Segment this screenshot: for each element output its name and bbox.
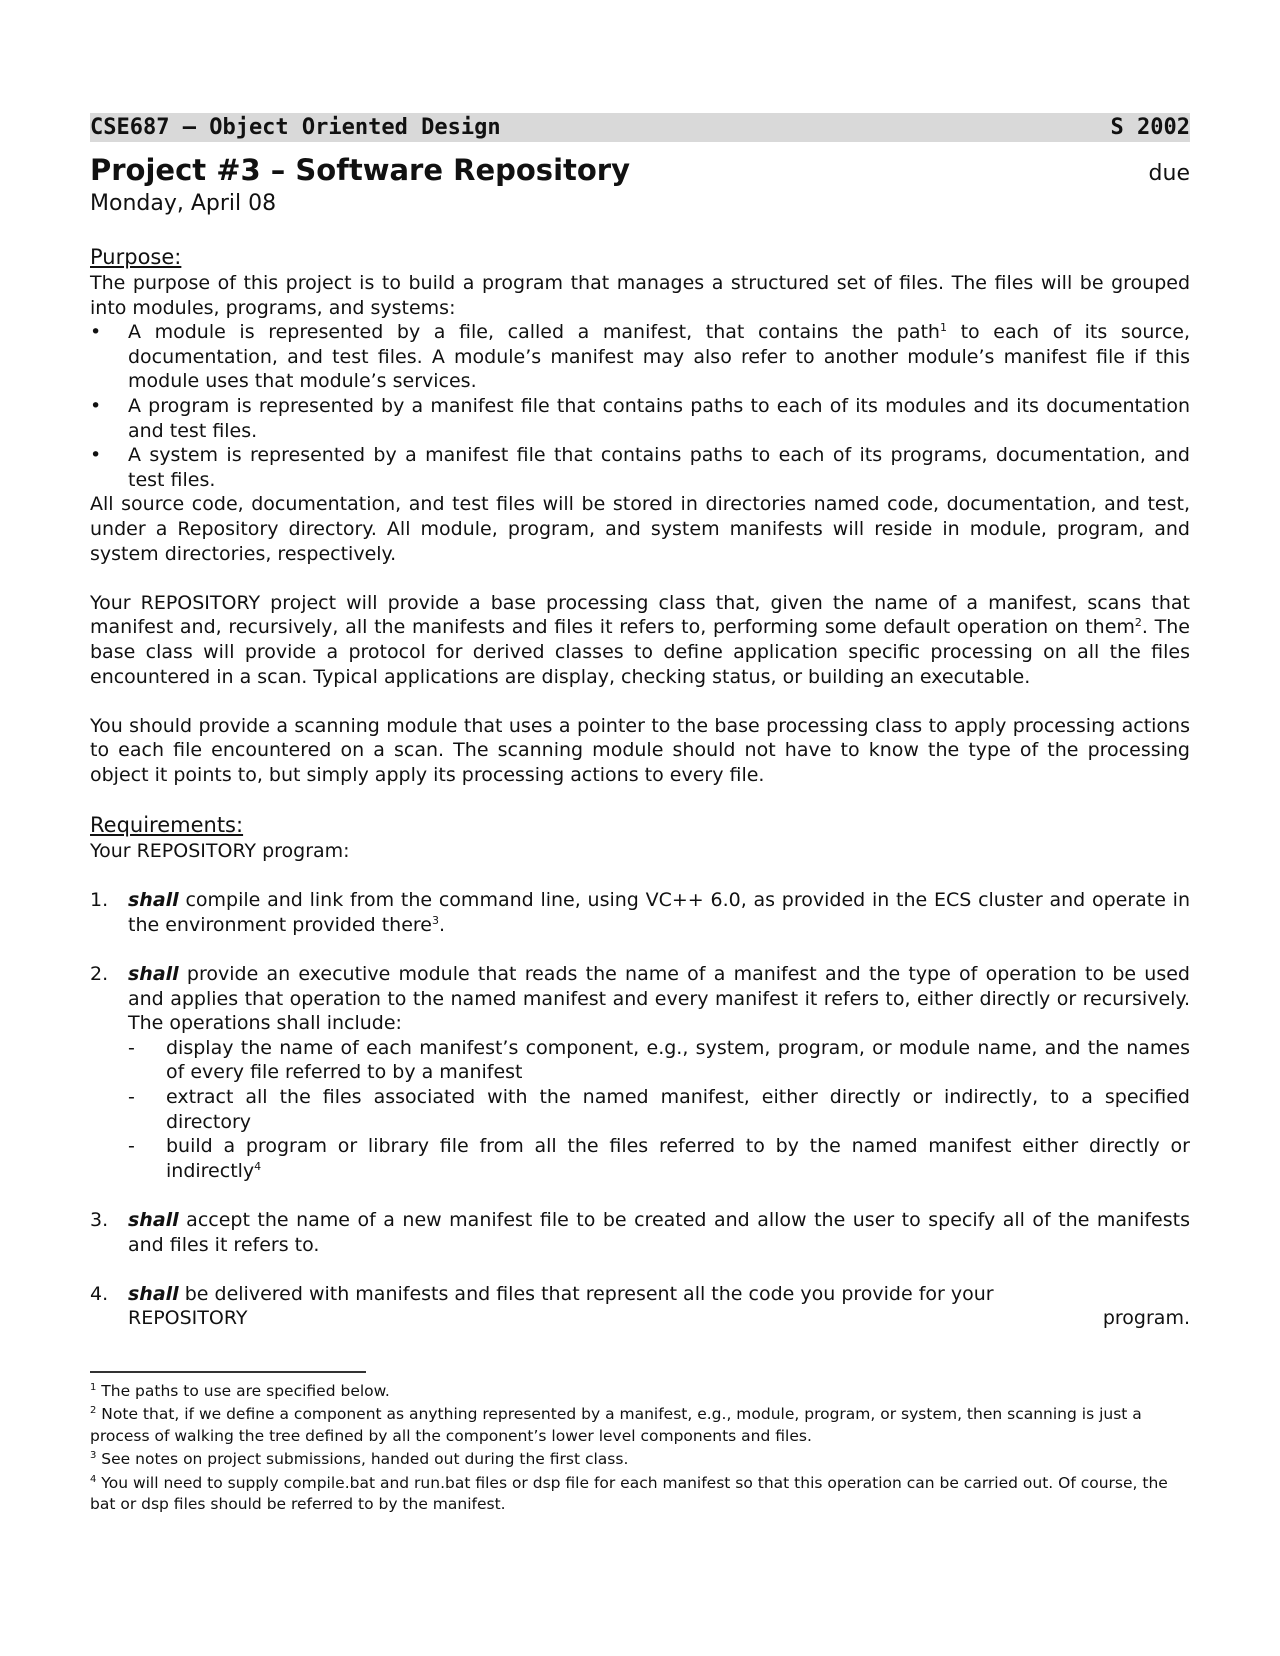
bullet-text: A program is represented by a manifest file that contains paths to each of its modules and its documentation and test files. — [128, 394, 1190, 442]
item-text: REPOSITORY — [128, 1307, 248, 1330]
dash-marker: - — [128, 1036, 135, 1059]
scanning-paragraph: You should provide a scanning module that uses a pointer to the base processing class to apply processing actions to each file encountered on a scan. The scanning module should not have to know the type of the processing object it points to, but simply apply its processing actions to every file. — [90, 714, 1190, 786]
item-text: provide an executive module that reads the name of a manifest and the type of operation to be used and applies that operation to the named manifest and every manifest it refers to, either directly or recursively. The operations shall include: — [128, 963, 1190, 1035]
footnote-1 — [90, 1381, 1190, 1403]
requirement-4 — [90, 1282, 1190, 1331]
footnote-ref: 2 — [1134, 616, 1142, 630]
footnote-ref: 4 — [254, 1159, 262, 1173]
page-title: Project #3 – Software Repository — [90, 153, 630, 187]
requirements-heading: Requirements: — [90, 813, 244, 838]
repository-paragraph — [90, 591, 1190, 689]
footnote-text: You will need to supply compile.bat and run.bat files or dsp file for each manifest so that this operation can be carried out. Of course, the bat or dsp files should be referred to by the manifest. — [90, 1473, 1168, 1514]
operation-text: extract all the files associated with the named manifest, either directly or indirectly, to a specified directory — [166, 1086, 1190, 1133]
bullet-icon: • — [90, 321, 102, 344]
title-row — [90, 152, 1190, 188]
due-date: Monday, April 08 — [90, 191, 277, 216]
dash-marker: - — [128, 1135, 135, 1158]
paragraph-text: Your REPOSITORY project will provide a base processing class that, given the name of a manifest, scans that manifest and, recursively, all the manifests and files it refers to, performing some default operation on them — [90, 591, 1190, 639]
purpose-heading: Purpose: — [90, 245, 182, 269]
shall-keyword: shall — [128, 963, 179, 986]
bullet-text: A module is represented by a file, called a manifest, that contains the path — [128, 321, 940, 344]
item-number: 1. — [90, 889, 109, 912]
course-header — [90, 113, 1190, 142]
bullet-text: A system is represented by a manifest file that contains paths to each of its programs, documentation, and test files. — [128, 444, 1190, 491]
paragraph-text: . The base class will provide a protocol for derived classes to define application specific processing on all the files encountered in a scan. Typical applications are display, checking status, or building an executable. — [90, 616, 1190, 688]
item-last-line — [128, 1306, 1190, 1331]
bullet-system — [90, 443, 1190, 492]
footnote-text: The paths to use are specified below. — [96, 1381, 390, 1400]
dash-marker: - — [128, 1086, 135, 1108]
item-text: compile and link from the command line, using VC++ 6.0, as provided in the ECS cluster and operate in the environment provided there — [128, 889, 1190, 936]
term: S 2002 — [1110, 115, 1190, 140]
footnote-text: See notes on project submissions, handed out during the first class. — [96, 1450, 629, 1469]
footnote-ref: 1 — [939, 321, 947, 335]
operation-text: display the name of each manifest’s component, e.g., system, program, or module name, and the names of every file referred to by a manifest — [166, 1036, 1190, 1084]
requirement-1 — [90, 888, 1190, 937]
operation-display — [128, 1036, 1190, 1085]
footnote-number: 4 — [90, 1473, 97, 1485]
storage-paragraph: All source code, documentation, and test files will be stored in directories named code, documentation, and test, under a Repository directory. All module, program, and system manifests will reside in module, program, and system directories, respectively. — [90, 493, 1190, 565]
item-text: . — [438, 913, 446, 936]
footnote-number: 1 — [90, 1381, 97, 1393]
requirement-2 — [90, 962, 1190, 1183]
footnote-3 — [90, 1449, 1190, 1471]
operation-extract — [128, 1085, 1190, 1134]
item-number: 2. — [90, 963, 109, 986]
footnote-number: 2 — [90, 1405, 97, 1417]
bullet-program — [90, 394, 1190, 443]
operation-build — [128, 1134, 1190, 1183]
footnote-separator — [90, 1371, 366, 1379]
purpose-intro: The purpose of this project is to build a program that manages a structured set of files. The files will be grouped into modules, programs, and systems: — [90, 272, 1190, 319]
footnote-text: Note that, if we define a component as anything represented by a manifest, e.g., module, program, or system, then scanning is just a process of walking the tree defined by all the component’s lower level components and files. — [90, 1405, 1142, 1445]
item-number: 4. — [90, 1282, 109, 1305]
operation-text: build a program or library file from all the files referred to by the named manifest either directly or indirectly — [166, 1135, 1190, 1182]
document-body — [90, 244, 1190, 1556]
shall-keyword: shall — [128, 889, 179, 912]
bullet-text: to each of its source, documentation, and test files. A module’s manifest may also refer to another module’s manifest file if this module uses that module’s services. — [128, 321, 1190, 393]
shall-keyword: shall — [128, 1282, 179, 1305]
bullet-icon: • — [90, 444, 102, 467]
bullet-icon: • — [90, 394, 102, 417]
item-number: 3. — [90, 1208, 109, 1231]
due-label: due — [1148, 161, 1190, 186]
requirement-3 — [90, 1208, 1190, 1257]
requirements-intro: Your REPOSITORY program: — [90, 840, 350, 863]
footnote-number: 3 — [90, 1450, 97, 1462]
shall-keyword: shall — [128, 1208, 179, 1231]
bullet-module — [90, 320, 1190, 394]
footnote-4 — [90, 1473, 1190, 1516]
item-text: program. — [1102, 1307, 1190, 1330]
course-name: CSE687 – Object Oriented Design — [90, 115, 501, 140]
footnote-2 — [90, 1404, 1190, 1447]
item-text: be delivered with manifests and files that represent all the code you provide for your — [178, 1282, 994, 1305]
footnote-ref: 3 — [431, 913, 439, 927]
item-text: accept the name of a new manifest file to be created and allow the user to specify all of the manifests and files it refers to. — [128, 1208, 1190, 1256]
